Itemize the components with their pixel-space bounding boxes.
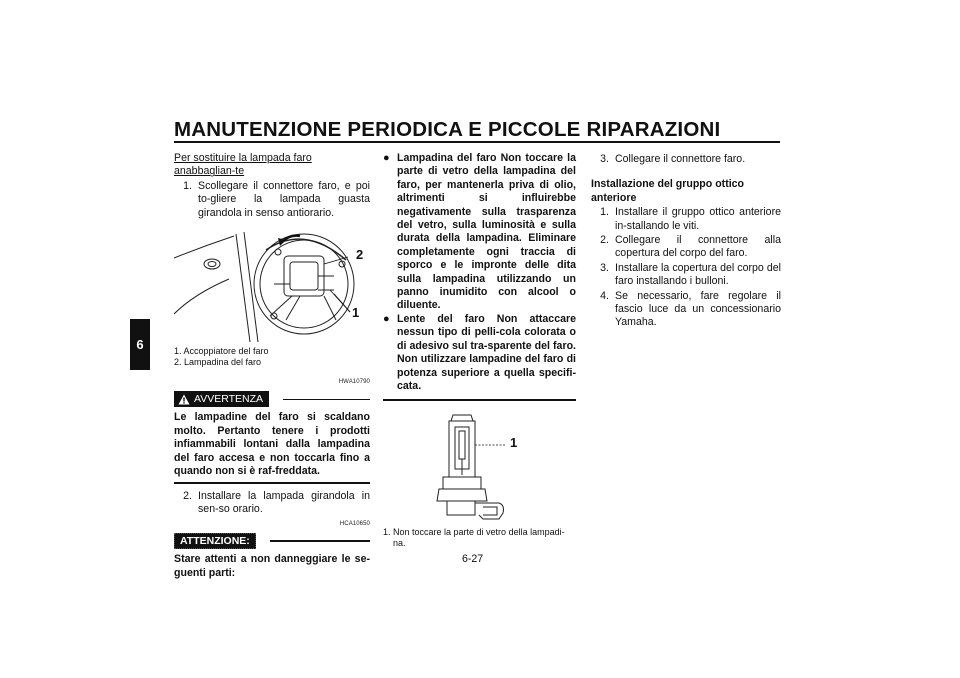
step-3 xyxy=(591,153,781,166)
step-install-2 xyxy=(591,234,781,261)
bulb-figure xyxy=(383,409,576,527)
step-text: Installare la lampada girandola in sen-so orario. xyxy=(198,489,370,516)
column-1 xyxy=(174,152,370,580)
warning-triangle-icon xyxy=(178,394,190,405)
caution-code: HCA10650 xyxy=(339,520,370,527)
step-text: Scollegare il connettore faro, e poi to-gliere la lampada guasta girandola in senso antiorario. xyxy=(198,179,370,219)
bullet-icon: ● xyxy=(383,312,390,325)
figure-caption-1: 1. Non toccare la parte di vetro della lampadi-na. xyxy=(383,526,565,548)
bullet-text: Lampadina del faro Non toccare la parte di vetro della lampadina del faro, per mantenerla priva di olio, altrimenti si influirebbe negativamente sulla trasparenza del vetro, sulla luminosità e sulla durata della lampadina. Eliminare completamente ogni traccia di sporco e le impronte delle dita sulla lampadina utilizzando un panno inumidito con alcool o diluente. xyxy=(397,152,576,312)
step-number: 3. xyxy=(600,153,609,165)
list-item xyxy=(383,313,576,393)
step-2 xyxy=(174,490,370,517)
caution-end-rule xyxy=(383,399,576,401)
caution-label: ATTENZIONE: xyxy=(174,533,256,549)
step-number: 3. xyxy=(600,261,609,274)
step-install-1 xyxy=(591,206,781,233)
list-item xyxy=(383,152,576,313)
warning-end-rule xyxy=(174,482,370,484)
figure-callout-1: 1 xyxy=(510,434,518,450)
step-text: Collegare il connettore faro. xyxy=(615,153,746,165)
headlight-socket-figure xyxy=(174,224,370,344)
warning-rule xyxy=(283,399,370,401)
page-number: 6-27 xyxy=(462,553,484,565)
step-install-3 xyxy=(591,262,781,289)
page-title: MANUTENZIONE PERIODICA E PICCOLE RIPARAZIONI xyxy=(174,118,721,141)
step-number: 2. xyxy=(183,489,192,502)
section-heading: Installazione del gruppo ottico anteriore xyxy=(591,178,745,204)
step-number: 1. xyxy=(600,206,609,219)
warning-label-text: AVVERTENZA xyxy=(194,392,264,405)
bullet-icon: ● xyxy=(383,152,390,164)
caution-rule xyxy=(270,540,370,542)
step-number: 1. xyxy=(183,179,192,192)
warning-label xyxy=(174,391,269,407)
figure-callout-2: 2 xyxy=(356,247,364,263)
headlight-socket-illustration xyxy=(174,224,370,344)
step-number: 4. xyxy=(600,289,609,302)
figure-caption-2: 2. Lampadina del faro xyxy=(174,357,262,368)
figure-callout-1: 1 xyxy=(352,305,360,321)
step-install-4 xyxy=(591,290,781,330)
step-text: Se necessario, fare regolare il fascio luce da un concessionario Yamaha. xyxy=(615,289,781,329)
warning-header xyxy=(174,391,370,407)
warning-code: HWA10790 xyxy=(338,379,370,386)
chapter-tab[interactable]: 6 xyxy=(130,319,150,370)
figure-caption-1: 1. Accoppiatore del faro xyxy=(174,346,269,357)
column-3 xyxy=(591,152,781,330)
title-rule xyxy=(174,141,780,143)
warning-text: Le lampadine del faro si scaldano molto. Pertanto tenere i prodotti infiammabili lontani dalla lampadina del faro accesa e non toccarla fino a quando non si è raf-freddata. xyxy=(174,411,370,478)
step-text: Installare il gruppo ottico anteriore in-stallando le viti. xyxy=(615,206,781,232)
headlight-bulb-illustration xyxy=(383,409,576,527)
caution-text: Stare attenti a non danneggiare le se-guenti parti: xyxy=(174,553,370,579)
bullet-text: Lente del faro Non attaccare nessun tipo di pelli-cola colorata o di adesivo sul tra-sparente del faro. Non utilizzare lampadine del faro di potenza superiore a quella specifi-cata. xyxy=(397,312,576,392)
step-1 xyxy=(174,180,370,220)
step-text: Collegare il connettore alla copertura del corpo del faro. xyxy=(615,234,781,260)
step-number: 2. xyxy=(600,234,609,247)
step-text: Installare la copertura del corpo del faro installando i bulloni. xyxy=(615,261,781,288)
section-heading: Per sostituire la lampada faro anabbaglian-te xyxy=(174,152,312,178)
caution-header xyxy=(174,533,370,549)
column-2 xyxy=(383,152,576,549)
